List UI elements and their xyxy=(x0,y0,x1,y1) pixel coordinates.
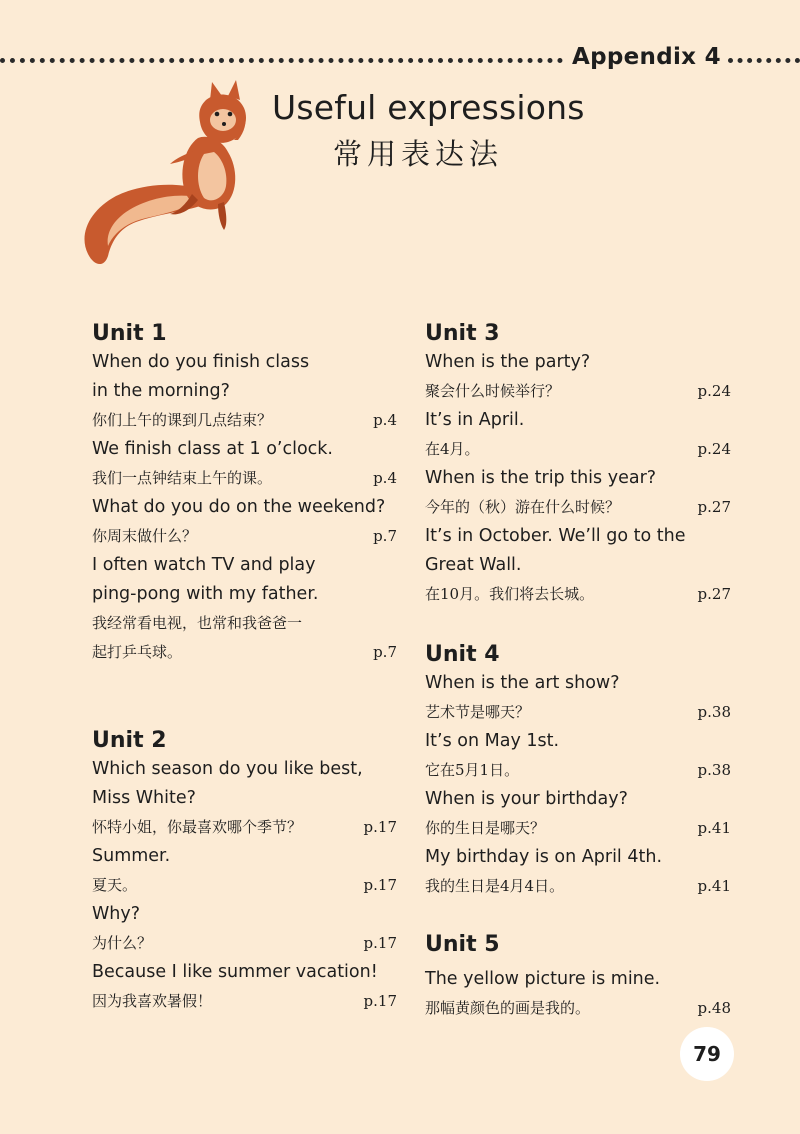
unit-3-translation: 聚会什么时候举行？ xyxy=(425,382,561,400)
unit-3-page-ref: p.24 xyxy=(697,440,731,458)
page-title-chinese: 常用表达法 xyxy=(333,137,504,171)
unit-1-translation-line: 我经常看电视，也常和我爸爸一 xyxy=(92,614,303,632)
unit-1-translation-row xyxy=(92,638,397,667)
unit-2-translation-row xyxy=(92,813,397,842)
unit-3-translation-row xyxy=(425,580,731,609)
unit-4-translation-row xyxy=(425,814,731,843)
unit-3-translation: 今年的（秋）游在什么时候？ xyxy=(425,498,621,516)
unit-1-translation: 我们一点钟结束上午的课。 xyxy=(92,469,273,487)
unit-1-page-ref: p.4 xyxy=(373,411,397,429)
unit-5-translation-row xyxy=(425,994,731,1023)
unit-4-translation: 艺术节是哪天？ xyxy=(425,703,531,721)
unit-4-line-3: It’s on May 1st. xyxy=(425,731,560,751)
unit-4-page-ref: p.38 xyxy=(697,761,731,779)
unit-4-section xyxy=(425,641,731,901)
unit-2-translation-row xyxy=(92,929,397,958)
unit-1-page-ref: p.7 xyxy=(373,643,397,661)
unit-2-translation: 为什么？ xyxy=(92,934,153,952)
page-title: Useful expressions xyxy=(272,88,585,127)
unit-5-translation: 那幅黄颜色的画是我的。 xyxy=(425,999,591,1017)
unit-4-title: Unit 4 xyxy=(425,642,500,667)
header-dotted-rule-left xyxy=(0,58,563,63)
unit-3-title: Unit 3 xyxy=(425,321,500,346)
unit-2-page-ref: p.17 xyxy=(363,992,397,1010)
unit-2-translation-row xyxy=(92,871,397,900)
unit-2-title: Unit 2 xyxy=(92,728,167,753)
unit-3-line-5: When is the trip this year? xyxy=(425,468,657,488)
unit-3-page-ref: p.27 xyxy=(697,585,731,603)
unit-2-translation: 夏天。 xyxy=(92,876,138,894)
unit-1-title: Unit 1 xyxy=(92,321,167,346)
unit-1-line-2: in the morning? xyxy=(92,381,230,401)
unit-1-translation-row xyxy=(92,464,397,493)
unit-3-line-1: When is the party? xyxy=(425,352,591,372)
squirrel-eye-right xyxy=(228,112,233,117)
unit-5-section xyxy=(425,931,731,1023)
unit-2-translation: 怀特小姐，你最喜欢哪个季节？ xyxy=(92,818,303,836)
appendix-label: Appendix 4 xyxy=(572,44,721,70)
unit-2-line-2: Miss White? xyxy=(92,788,196,808)
unit-1-translation: 起打乒乓球。 xyxy=(92,643,183,661)
unit-3-page-ref: p.24 xyxy=(697,382,731,400)
unit-2-line-8: Because I like summer vacation! xyxy=(92,962,378,982)
left-column xyxy=(92,318,397,1016)
unit-4-translation: 它在5月1日。 xyxy=(425,761,520,779)
unit-4-translation-row xyxy=(425,698,731,727)
unit-1-line-8: I often watch TV and play xyxy=(92,555,316,575)
unit-4-translation-row xyxy=(425,872,731,901)
unit-1-translation: 你们上午的课到几点结束？ xyxy=(92,411,273,429)
unit-2-translation-row xyxy=(92,987,397,1016)
unit-5-line-1: The yellow picture is mine. xyxy=(425,969,661,989)
unit-1-section xyxy=(92,320,397,667)
right-column xyxy=(425,318,731,1023)
unit-3-line-8: Great Wall. xyxy=(425,555,522,575)
unit-1-line-4: We finish class at 1 o’clock. xyxy=(92,439,333,459)
squirrel-nose xyxy=(222,122,226,126)
unit-4-translation: 我的生日是4月4日。 xyxy=(425,877,565,895)
unit-1-page-ref: p.4 xyxy=(373,469,397,487)
unit-3-translation: 在10月。我们将去长城。 xyxy=(425,585,595,603)
unit-2-section xyxy=(92,727,397,1016)
unit-1-translation-row xyxy=(92,406,397,435)
unit-1-line-9: ping-pong with my father. xyxy=(92,584,319,604)
unit-3-translation: 在4月。 xyxy=(425,440,480,458)
squirrel-face xyxy=(210,109,236,131)
unit-4-line-5: When is your birthday? xyxy=(425,789,628,809)
unit-2-line-1: Which season do you like best, xyxy=(92,759,363,779)
unit-1-page-ref: p.7 xyxy=(373,527,397,545)
unit-4-page-ref: p.38 xyxy=(697,703,731,721)
unit-2-page-ref: p.17 xyxy=(363,818,397,836)
unit-2-page-ref: p.17 xyxy=(363,934,397,952)
header-dotted-rule-right xyxy=(728,58,800,63)
unit-4-line-7: My birthday is on April 4th. xyxy=(425,847,663,867)
unit-3-line-3: It’s in April. xyxy=(425,410,525,430)
unit-4-translation: 你的生日是哪天？ xyxy=(425,819,546,837)
unit-2-page-ref: p.17 xyxy=(363,876,397,894)
unit-3-section xyxy=(425,320,731,609)
unit-1-line-6: What do you do on the weekend? xyxy=(92,497,386,517)
unit-2-line-4: Summer. xyxy=(92,846,171,866)
unit-4-page-ref: p.41 xyxy=(697,819,731,837)
squirrel-eye-left xyxy=(215,112,220,117)
unit-4-page-ref: p.41 xyxy=(697,877,731,895)
unit-3-line-7: It’s in October. We’ll go to the xyxy=(425,526,686,546)
unit-3-translation-row xyxy=(425,493,731,522)
unit-4-translation-row xyxy=(425,756,731,785)
unit-3-translation-row xyxy=(425,435,731,464)
unit-5-title: Unit 5 xyxy=(425,932,500,957)
squirrel-leg-right xyxy=(218,202,226,230)
page-number: 79 xyxy=(680,1027,734,1081)
unit-3-translation-row xyxy=(425,377,731,406)
unit-3-page-ref: p.27 xyxy=(697,498,731,516)
unit-1-translation-row xyxy=(92,522,397,551)
unit-1-translation: 你周末做什么？ xyxy=(92,527,198,545)
unit-5-page-ref: p.48 xyxy=(697,999,731,1017)
unit-2-translation: 因为我喜欢暑假！ xyxy=(92,992,213,1010)
unit-4-line-1: When is the art show? xyxy=(425,673,620,693)
unit-2-line-6: Why? xyxy=(92,904,141,924)
squirrel-illustration xyxy=(78,78,258,270)
unit-1-line-1: When do you finish class xyxy=(92,352,310,372)
